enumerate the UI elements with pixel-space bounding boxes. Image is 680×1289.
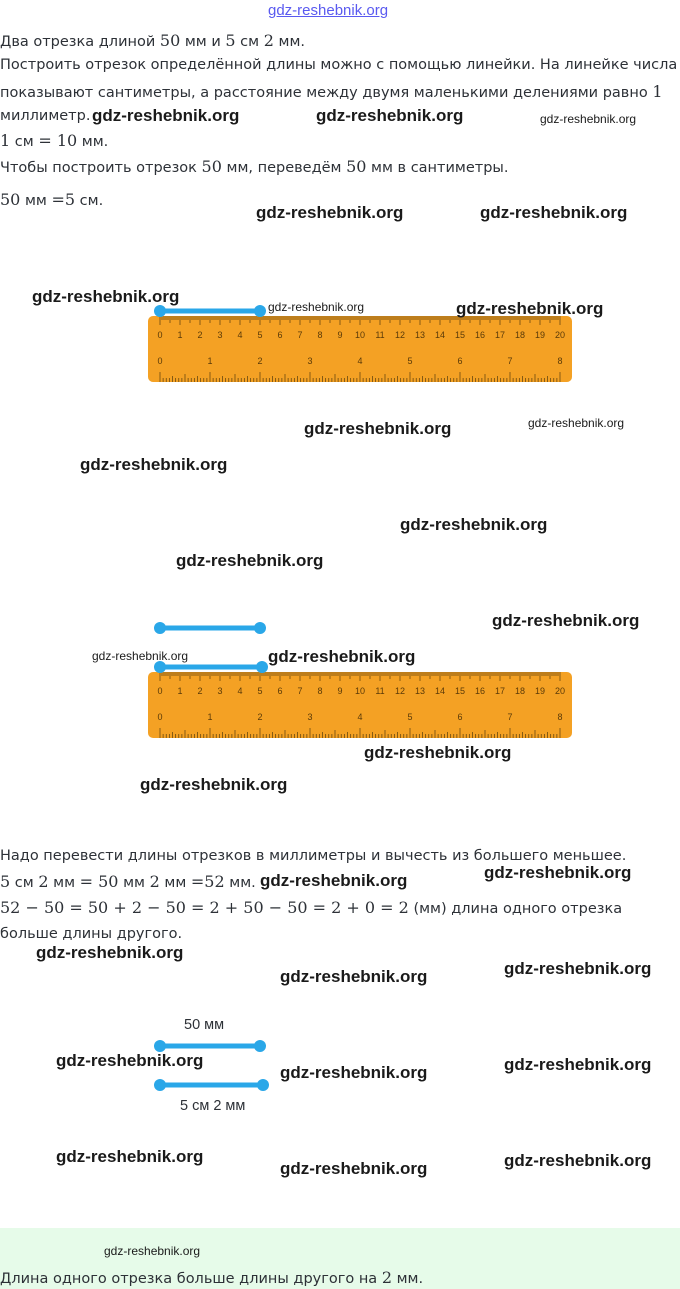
ruler-cm-label: 15 (454, 330, 466, 340)
ruler-cm-label: 3 (217, 330, 223, 340)
text-line-2: Построить отрезок определённой длины можно с помощью линейки. На линейке числа (0, 57, 678, 73)
watermark: gdz-reshebnik.org (32, 287, 180, 306)
ruler-inch-label: 3 (307, 712, 313, 722)
ruler-inch-label: 1 (207, 356, 213, 366)
ruler-cm-label: 0 (157, 330, 163, 340)
watermark: gdz-reshebnik.org (316, 106, 464, 125)
ruler-cm-label: 16 (474, 686, 486, 696)
ruler-cm-label: 8 (317, 686, 323, 696)
ruler-inch-label: 8 (557, 712, 563, 722)
ruler-cm-label: 19 (534, 330, 546, 340)
watermark: gdz-reshebnik.org (484, 863, 632, 882)
ruler-inch-label: 0 (157, 712, 163, 722)
watermark: gdz-reshebnik.org (456, 299, 604, 318)
ruler-cm-label: 9 (337, 330, 343, 340)
watermark: gdz-reshebnik.org (364, 743, 512, 762)
text-line-6: Чтобы построить отрезок 50 мм, переведём 50 мм в сантиметры. (0, 157, 509, 176)
watermark: gdz-reshebnik.org (176, 551, 324, 570)
ruler-inch-label: 4 (357, 712, 363, 722)
ruler-inch-label: 8 (557, 356, 563, 366)
ruler-cm-label: 0 (157, 686, 163, 696)
text-line-1: Два отрезка длиной 50 мм и 5 см 2 мм. (0, 31, 306, 50)
ruler-cm-label: 12 (394, 330, 406, 340)
watermark: gdz-reshebnik.org (92, 649, 189, 663)
text-line-8: Надо перевести длины отрезков в миллиметры и вычесть из большего меньшее. (0, 848, 627, 864)
ruler-inch-label: 2 (257, 356, 263, 366)
watermark: gdz-reshebnik.org (280, 1063, 428, 1082)
segment-endpoint (256, 661, 268, 673)
ruler-cm-label: 17 (494, 686, 506, 696)
ruler-cm-label: 8 (317, 330, 323, 340)
watermark: gdz-reshebnik.org (304, 419, 452, 438)
segment-endpoint (254, 1040, 266, 1052)
ruler-cm-label: 6 (277, 686, 283, 696)
watermark: gdz-reshebnik.org (56, 1147, 204, 1166)
ruler-cm-label: 13 (414, 330, 426, 340)
ruler-cm-label: 10 (354, 686, 366, 696)
ruler-cm-label: 4 (237, 330, 243, 340)
text-line-3: показывают сантиметры, а расстояние между двумя маленькими делениями равно 1 (0, 82, 663, 101)
watermark: gdz-reshebnik.org (92, 106, 240, 125)
watermark: gdz-reshebnik.org (492, 611, 640, 630)
ruler-inch-label: 0 (157, 356, 163, 366)
text-line-11: больше длины другого. (0, 926, 183, 942)
ruler-cm-label: 17 (494, 330, 506, 340)
text-line-7: 50 мм =5 см. (0, 190, 104, 209)
watermark: gdz-reshebnik.org (36, 943, 184, 962)
watermark: gdz-reshebnik.org (256, 203, 404, 222)
watermark: gdz-reshebnik.org (280, 967, 428, 986)
ruler-inch-label: 1 (207, 712, 213, 722)
ruler-inch-label: 6 (457, 356, 463, 366)
ruler-inch-label: 3 (307, 356, 313, 366)
watermark: gdz-reshebnik.org (280, 1159, 428, 1178)
watermark: gdz-reshebnik.org (400, 515, 548, 534)
text-line-5: 1 см = 10 мм. (0, 131, 109, 150)
ruler-cm-label: 13 (414, 686, 426, 696)
text-line-9: 5 см 2 мм = 50 мм 2 мм =52 мм. (0, 872, 256, 891)
ruler-cm-label: 20 (554, 686, 566, 696)
ruler-cm-label: 14 (434, 686, 446, 696)
answer-text: Длина одного отрезка больше длины другого на 2 мм. (0, 1268, 424, 1287)
ruler-cm-label: 15 (454, 686, 466, 696)
segment-endpoint (154, 1079, 166, 1091)
segment-endpoint (154, 622, 166, 634)
ruler-inch-label: 7 (507, 712, 513, 722)
watermark: gdz-reshebnik.org (504, 959, 652, 978)
watermark: gdz-reshebnik.org (540, 112, 637, 126)
watermark: gdz-reshebnik.org (260, 871, 408, 890)
text-line-4: миллиметр. (0, 108, 91, 124)
ruler-cm-label: 16 (474, 330, 486, 340)
text-line-10: 52 − 50 = 50 + 2 − 50 = 2 + 50 − 50 = 2 + 0 = 2 (мм) длина одного отрезка (0, 898, 623, 917)
watermark: gdz-reshebnik.org (504, 1055, 652, 1074)
ruler-cm-label: 12 (394, 686, 406, 696)
ruler-cm-label: 11 (375, 686, 385, 696)
caption-50mm: 50 мм (184, 1017, 225, 1033)
ruler-cm-label: 5 (257, 686, 263, 696)
ruler-cm-label: 14 (434, 330, 446, 340)
ruler-cm-label: 7 (297, 686, 303, 696)
ruler-inch-label: 5 (407, 356, 413, 366)
ruler-inch-label: 6 (457, 712, 463, 722)
ruler-cm-label: 6 (277, 330, 283, 340)
segment-endpoint (257, 1079, 269, 1091)
watermark: gdz-reshebnik.org (268, 647, 416, 666)
watermark: gdz-reshebnik.org (140, 775, 288, 794)
ruler-cm-label: 5 (257, 330, 263, 340)
watermark: gdz-reshebnik.org (504, 1151, 652, 1170)
watermark: gdz-reshebnik.org (104, 1244, 201, 1258)
ruler-inch-label: 5 (407, 712, 413, 722)
ruler-cm-label: 4 (237, 686, 243, 696)
watermark: gdz-reshebnik.org (268, 300, 365, 314)
watermark: gdz-reshebnik.org (528, 416, 625, 430)
ruler-inch-label: 2 (257, 712, 263, 722)
watermark: gdz-reshebnik.org (480, 203, 628, 222)
ruler-inch-label: 7 (507, 356, 513, 366)
ruler-cm-label: 2 (197, 686, 203, 696)
ruler-cm-label: 1 (177, 686, 183, 696)
watermark: gdz-reshebnik.org (56, 1051, 204, 1070)
watermark-top-link[interactable]: gdz-reshebnik.org (268, 2, 389, 19)
ruler-cm-label: 11 (375, 330, 385, 340)
ruler-cm-label: 19 (534, 686, 546, 696)
ruler-cm-label: 18 (514, 686, 526, 696)
ruler-inch-label: 4 (357, 356, 363, 366)
ruler-cm-label: 2 (197, 330, 203, 340)
segment-endpoint (254, 622, 266, 634)
caption-5cm-2mm: 5 см 2 мм (180, 1098, 246, 1114)
ruler-cm-label: 1 (177, 330, 183, 340)
ruler-cm-label: 20 (554, 330, 566, 340)
watermark: gdz-reshebnik.org (80, 455, 228, 474)
ruler-cm-label: 3 (217, 686, 223, 696)
ruler-cm-label: 9 (337, 686, 343, 696)
ruler-cm-label: 18 (514, 330, 526, 340)
ruler-cm-label: 10 (354, 330, 366, 340)
ruler-cm-label: 7 (297, 330, 303, 340)
ruler (148, 672, 572, 738)
